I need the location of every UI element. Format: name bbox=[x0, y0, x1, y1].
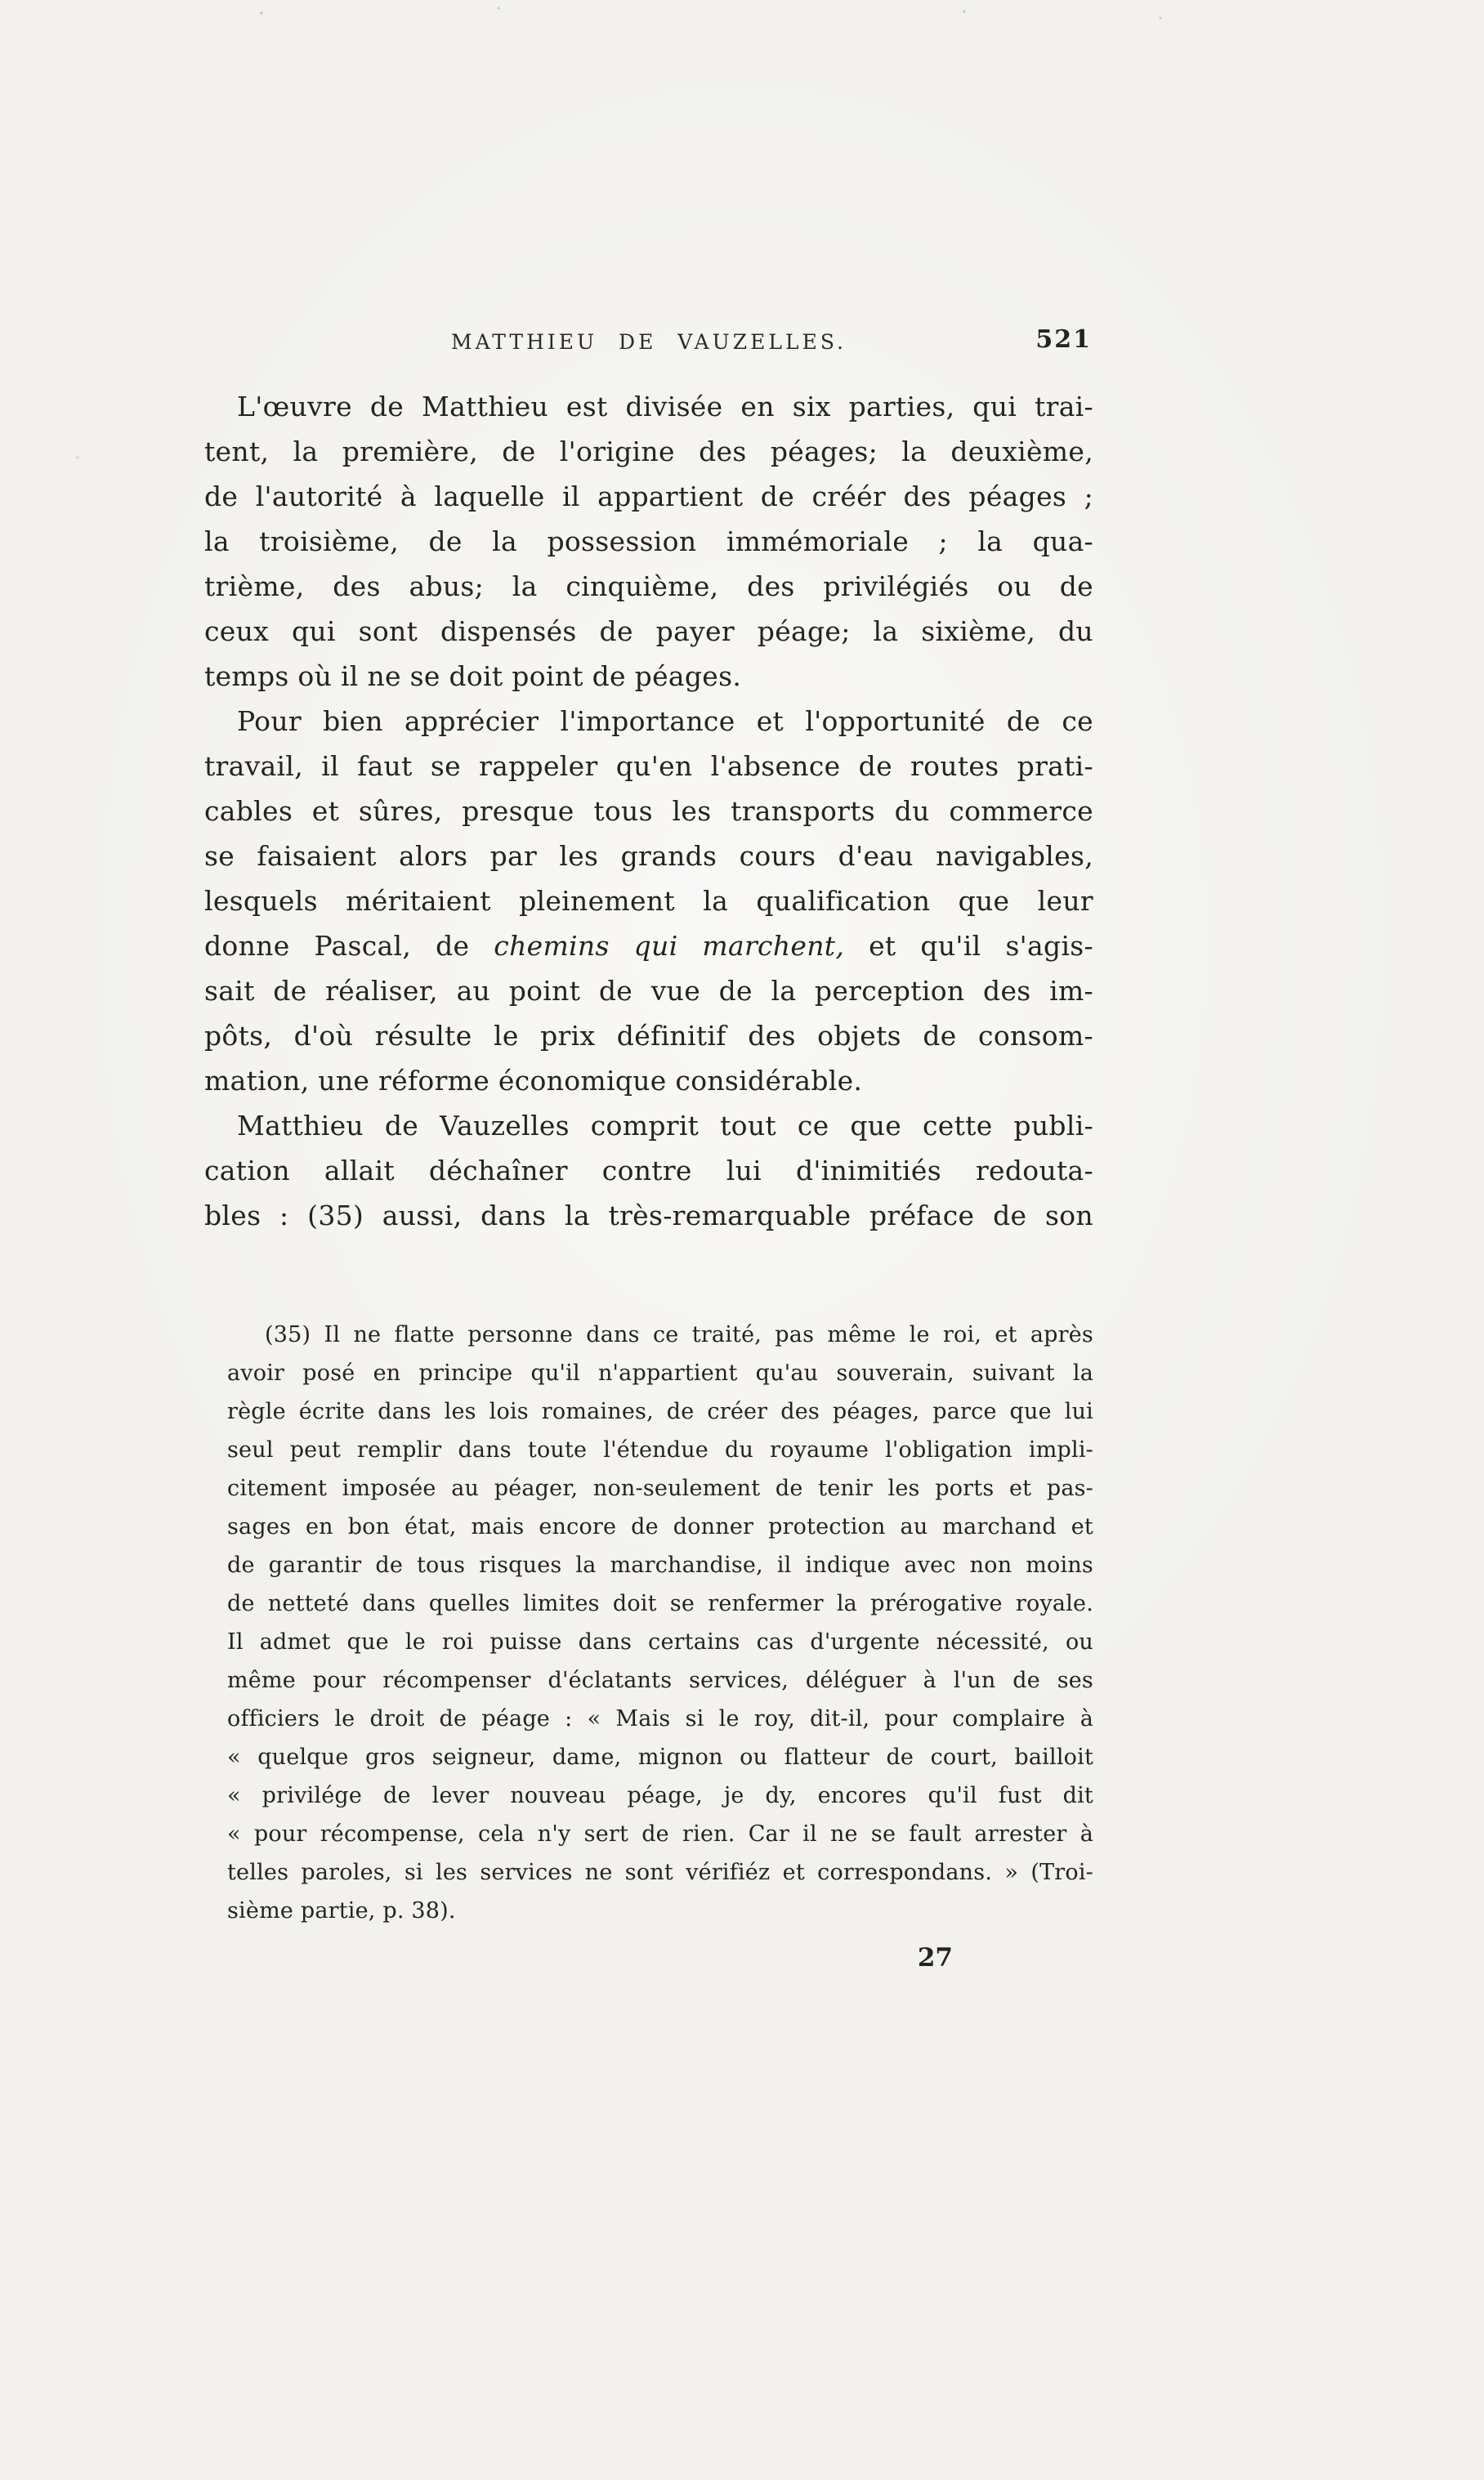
body-text-line: de l'autorité à laquelle il appartient de créér des péages ; bbox=[204, 480, 1093, 512]
body-text-line: bles : (35) aussi, dans la très-remarquable préface de son bbox=[204, 1200, 1093, 1231]
body-text-line: donne Pascal, de chemins qui marchent, et qu'il s'agis- bbox=[204, 930, 1093, 962]
page-number: 521 bbox=[1035, 325, 1092, 354]
body-text-line: Pour bien apprécier l'importance et l'opportunité de ce bbox=[237, 705, 1093, 737]
footnote-line: « privilége de lever nouveau péage, je dy, encores qu'il fust dit bbox=[227, 1783, 1093, 1808]
main-text bbox=[204, 384, 1093, 1238]
footnote bbox=[204, 1316, 1093, 1930]
footnote-line: « pour récompense, cela n'y sert de rien. Car il ne se fault arrester à bbox=[227, 1821, 1093, 1847]
body-text-line: se faisaient alors par les grands cours d'eau navigables, bbox=[204, 840, 1093, 872]
body-text-line: ceux qui sont dispensés de payer péage; la sixième, du bbox=[204, 615, 1093, 647]
body-text-line: sait de réaliser, au point de vue de la perception des im- bbox=[204, 975, 1093, 1007]
footnote-line: citement imposée au péager, non-seulement de tenir les ports et pas- bbox=[227, 1476, 1093, 1501]
footnote-line: de garantir de tous risques la marchandise, il indique avec non moins bbox=[227, 1553, 1093, 1578]
body-text-line: cables et sûres, presque tous les transports du commerce bbox=[204, 795, 1093, 827]
body-text-line: trième, des abus; la cinquième, des privilégiés ou de bbox=[204, 570, 1093, 602]
footnote-line: sième partie, p. 38). bbox=[227, 1898, 456, 1924]
footnote-line: « quelque gros seigneur, dame, mignon ou flatteur de court, bailloit bbox=[227, 1745, 1093, 1770]
signature-number: 27 bbox=[917, 1943, 953, 1973]
footnote-line: telles paroles, si les services ne sont vérifiéz et correspondans. » (Troi- bbox=[227, 1860, 1093, 1885]
running-title: MATTHIEU DE VAUZELLES. bbox=[450, 330, 847, 354]
footnote-line: officiers le droit de péage : « Mais si le roy, dit-il, pour complaire à bbox=[227, 1706, 1093, 1732]
body-text-line: travail, il faut se rappeler qu'en l'absence de routes prati- bbox=[204, 750, 1093, 782]
body-text-line: L'œuvre de Matthieu est divisée en six parties, qui trai- bbox=[237, 391, 1093, 422]
text-block bbox=[204, 327, 1093, 1973]
footnote-line: Il admet que le roi puisse dans certains cas d'urgente nécessité, ou bbox=[227, 1629, 1093, 1655]
paragraph bbox=[204, 1103, 1093, 1238]
paragraph bbox=[204, 699, 1093, 1103]
page-header bbox=[204, 327, 1093, 360]
footnote-line: sages en bon état, mais encore de donner protection au marchand et bbox=[227, 1514, 1093, 1539]
body-text-line: Matthieu de Vauzelles comprit tout ce que cette publi- bbox=[237, 1110, 1093, 1142]
footnote-line: avoir posé en principe qu'il n'appartient qu'au souverain, suivant la bbox=[227, 1361, 1093, 1386]
footnote-line: de netteté dans quelles limites doit se renfermer la prérogative royale. bbox=[227, 1591, 1093, 1616]
paragraph bbox=[204, 384, 1093, 699]
page-footer bbox=[204, 1943, 1093, 1973]
body-text-line: temps où il ne se doit point de péages. bbox=[204, 660, 742, 692]
body-text-line: pôts, d'où résulte le prix définitif des objets de consom- bbox=[204, 1020, 1093, 1052]
body-text-line: mation, une réforme économique considérable. bbox=[204, 1065, 863, 1097]
footnote-line: seul peut remplir dans toute l'étendue du royaume l'obligation impli- bbox=[227, 1437, 1093, 1463]
footnote-line: (35) Il ne flatte personne dans ce traité, pas même le roi, et après bbox=[265, 1322, 1093, 1347]
footnote-line: règle écrite dans les lois romaines, de créer des péages, parce que lui bbox=[227, 1399, 1093, 1424]
body-text-line: cation allait déchaîner contre lui d'inimitiés redouta- bbox=[204, 1155, 1093, 1186]
body-text-line: lesquels méritaient pleinement la qualification que leur bbox=[204, 885, 1093, 917]
body-text-line: tent, la première, de l'origine des péages; la deuxième, bbox=[204, 436, 1093, 467]
body-text-line: la troisième, de la possession immémoriale ; la qua- bbox=[204, 525, 1093, 557]
footnote-line: même pour récompenser d'éclatants services, déléguer à l'un de ses bbox=[227, 1668, 1093, 1693]
